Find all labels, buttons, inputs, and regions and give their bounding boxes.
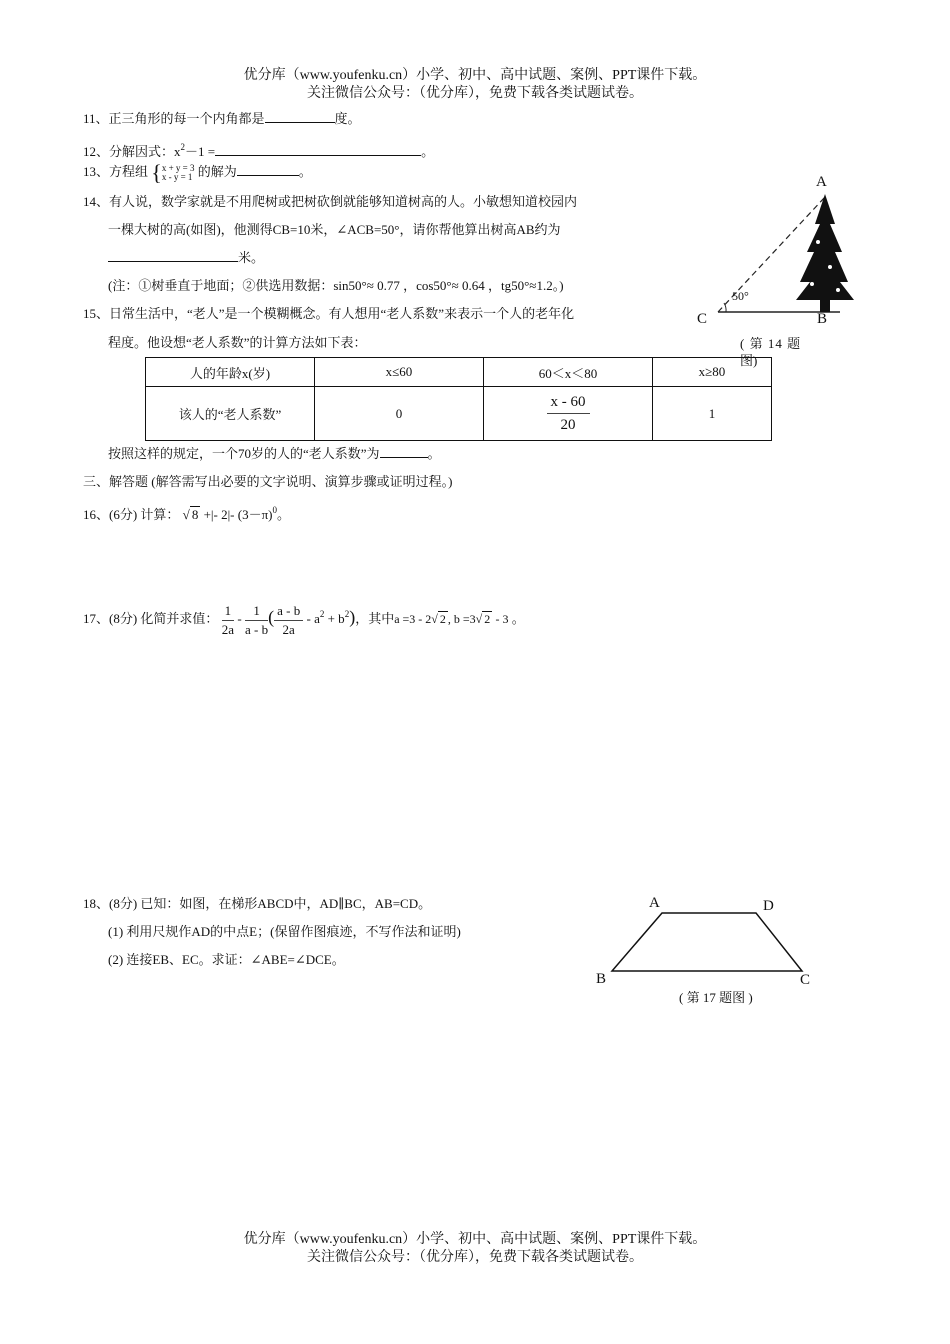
- cell-fraction: [484, 387, 653, 441]
- q17-fraction-2: $\frac{1}{a - b}$: [245, 602, 269, 637]
- q13-answer-blank[interactable]: [237, 163, 299, 176]
- q17-b-tail: - 3: [495, 612, 509, 626]
- q13-eq2: x - y = 1: [161, 172, 193, 183]
- q17-a-expr: a =3 - 2: [394, 612, 432, 626]
- row-label: 该人的“老人系数”: [146, 387, 315, 441]
- q17-radical-2: √ 2: [475, 612, 491, 626]
- th-le60: x≤60: [315, 358, 484, 387]
- q17-plus-b: + b: [327, 611, 345, 626]
- q12-exponent: 2: [180, 142, 186, 152]
- fig17-label-c: C: [800, 972, 811, 988]
- q13-tail: 。: [298, 164, 312, 179]
- q16-tail: (3－π): [237, 507, 273, 522]
- footer-line-1: 优分库（www.youfenku.cn）小学、初中、高中试题、案例、PPT课件下载。: [243, 1232, 707, 1247]
- q15-line-1: 15、日常生活中，“老人”是一个模糊概念。有人想用“老人系数”来表示一个人的老年化: [83, 306, 575, 321]
- q11-text: 11、正三角形的每一个内角都是: [83, 111, 265, 126]
- fig14-angle-label: 50°: [732, 289, 749, 303]
- q16-abs: +|- 2|-: [203, 507, 235, 522]
- question-17: [83, 594, 525, 639]
- q12-text: 12、分解因式：x: [83, 144, 181, 159]
- footer-line-2: 关注微信公众号：（优分库），免费下载各类试题试卷。: [307, 1250, 643, 1265]
- trapezoid-abcd: [612, 913, 802, 971]
- q14-line-2: 一棵大树的高(如图)，他测得CB=10米，∠ACB=50°，请你帮他算出树高AB约为: [108, 222, 561, 237]
- fig14-caption-1: ( 第 14 题: [740, 336, 802, 351]
- section-3-heading: 三、解答题 (解答需写出必要的文字说明、演算步骤或证明过程。): [83, 474, 453, 489]
- fraction-x60-20: $\frac{x - 60}{20}$: [547, 391, 590, 436]
- q15-after-text: 按照这样的规定，一个70岁的人的“老人系数”为: [108, 446, 380, 461]
- q16-end: 。: [277, 507, 291, 522]
- q13-text2: 的解为: [197, 164, 237, 179]
- q15-after: [108, 445, 441, 463]
- table-row: [146, 387, 772, 441]
- q18-line-1: 18、(8分) 已知：如图，在梯形ABCD中，AD∥BC，AB=CD。: [83, 896, 432, 911]
- q15-answer-blank[interactable]: [380, 445, 428, 458]
- q17-square-1: 2: [319, 609, 325, 619]
- fig14-label-c: C: [697, 311, 708, 327]
- header-line-1: 优分库（www.youfenku.cn）小学、初中、高中试题、案例、PPT课件下载。: [243, 68, 707, 83]
- q17-fraction-3: $\frac{a - b}{2a}$: [274, 602, 303, 639]
- question-11: [83, 110, 361, 128]
- q12-answer-blank[interactable]: [215, 143, 421, 156]
- figure-14-tree: [690, 172, 860, 332]
- q17-rest: - a: [306, 611, 320, 626]
- q17-end: 。: [511, 611, 525, 626]
- q16-text: 16、(6分) 计算：: [83, 507, 180, 522]
- tree-icon: [796, 194, 854, 312]
- q14-note: (注：①树垂直于地面；②供选用数据：sin50°≈ 0.77 ，cos50°≈ 0.64 ，tg50°≈1.2。): [108, 278, 564, 293]
- q17-fraction-1: $\frac{1}{2a}$: [221, 602, 235, 637]
- q13-brace: {: [151, 160, 162, 186]
- figure-17-trapezoid: [600, 900, 820, 980]
- q12-expr: －1 =: [185, 144, 216, 159]
- q13-text: 13、方程组: [83, 164, 149, 179]
- th-60-80: 60＜x＜80: [484, 358, 653, 387]
- q14-line-3: [108, 249, 264, 267]
- fig17-label-a: A: [649, 895, 660, 911]
- old-age-coefficient-table: [145, 357, 772, 441]
- q14-line-1: 14、有人说，数学家就是不用爬树或把树砍倒就能够知道树高的人。小敏想知道校园内: [83, 194, 578, 209]
- fig14-caption-2: 图): [740, 353, 758, 368]
- question-16: [83, 501, 290, 524]
- q16-exponent: 0: [272, 505, 277, 515]
- fig17-caption: ( 第 17 题图 ): [679, 990, 753, 1005]
- q17-square-2: 2: [344, 609, 350, 619]
- fig17-label-d: D: [763, 898, 774, 914]
- q11-answer-blank[interactable]: [265, 110, 335, 123]
- q14-answer-blank[interactable]: [108, 249, 238, 262]
- question-12: [83, 138, 434, 161]
- fig14-label-a: A: [816, 174, 827, 190]
- th-age: 人的年龄x(岁): [146, 358, 315, 387]
- cell-zero: 0: [315, 387, 484, 441]
- table-header-row: [146, 358, 772, 387]
- q17-b-expr: , b =3: [447, 612, 476, 626]
- q12-tail: 。: [421, 144, 435, 159]
- fig14-label-b: B: [817, 311, 828, 327]
- q15-line-2: 程度。他设想“老人系数”的计算方法如下表：: [108, 335, 367, 350]
- q18-line-3: (2) 连接EB、EC。求证：∠ABE=∠DCE。: [108, 952, 345, 967]
- q18-line-2: (1) 利用尺规作AD的中点E；(保留作图痕迹，不写作法和证明): [108, 924, 461, 939]
- q17-open-paren: (: [268, 607, 275, 627]
- th-ge80: x≥80: [653, 358, 772, 387]
- q17-close-paren: ): [349, 607, 356, 627]
- header-line-2: 关注微信公众号：（优分库），免费下载各类试题试卷。: [307, 86, 643, 101]
- q13-eq1: x + y = 3: [161, 163, 195, 174]
- q17-minus: -: [237, 611, 242, 626]
- q13-system: [162, 164, 195, 182]
- cell-one: 1: [653, 387, 772, 441]
- q17-where: ，其中: [355, 611, 395, 626]
- question-13: [83, 160, 312, 186]
- q17-radical-1: √ 2: [431, 612, 446, 626]
- q17-text: 17、(8分) 化简并求值：: [83, 611, 219, 626]
- q14-unit: 米。: [238, 250, 265, 265]
- fig17-label-b: B: [596, 971, 607, 987]
- q15-after-tail: 。: [427, 446, 441, 461]
- q16-radical: √ 8: [182, 507, 199, 522]
- q11-tail: 度。: [334, 111, 361, 126]
